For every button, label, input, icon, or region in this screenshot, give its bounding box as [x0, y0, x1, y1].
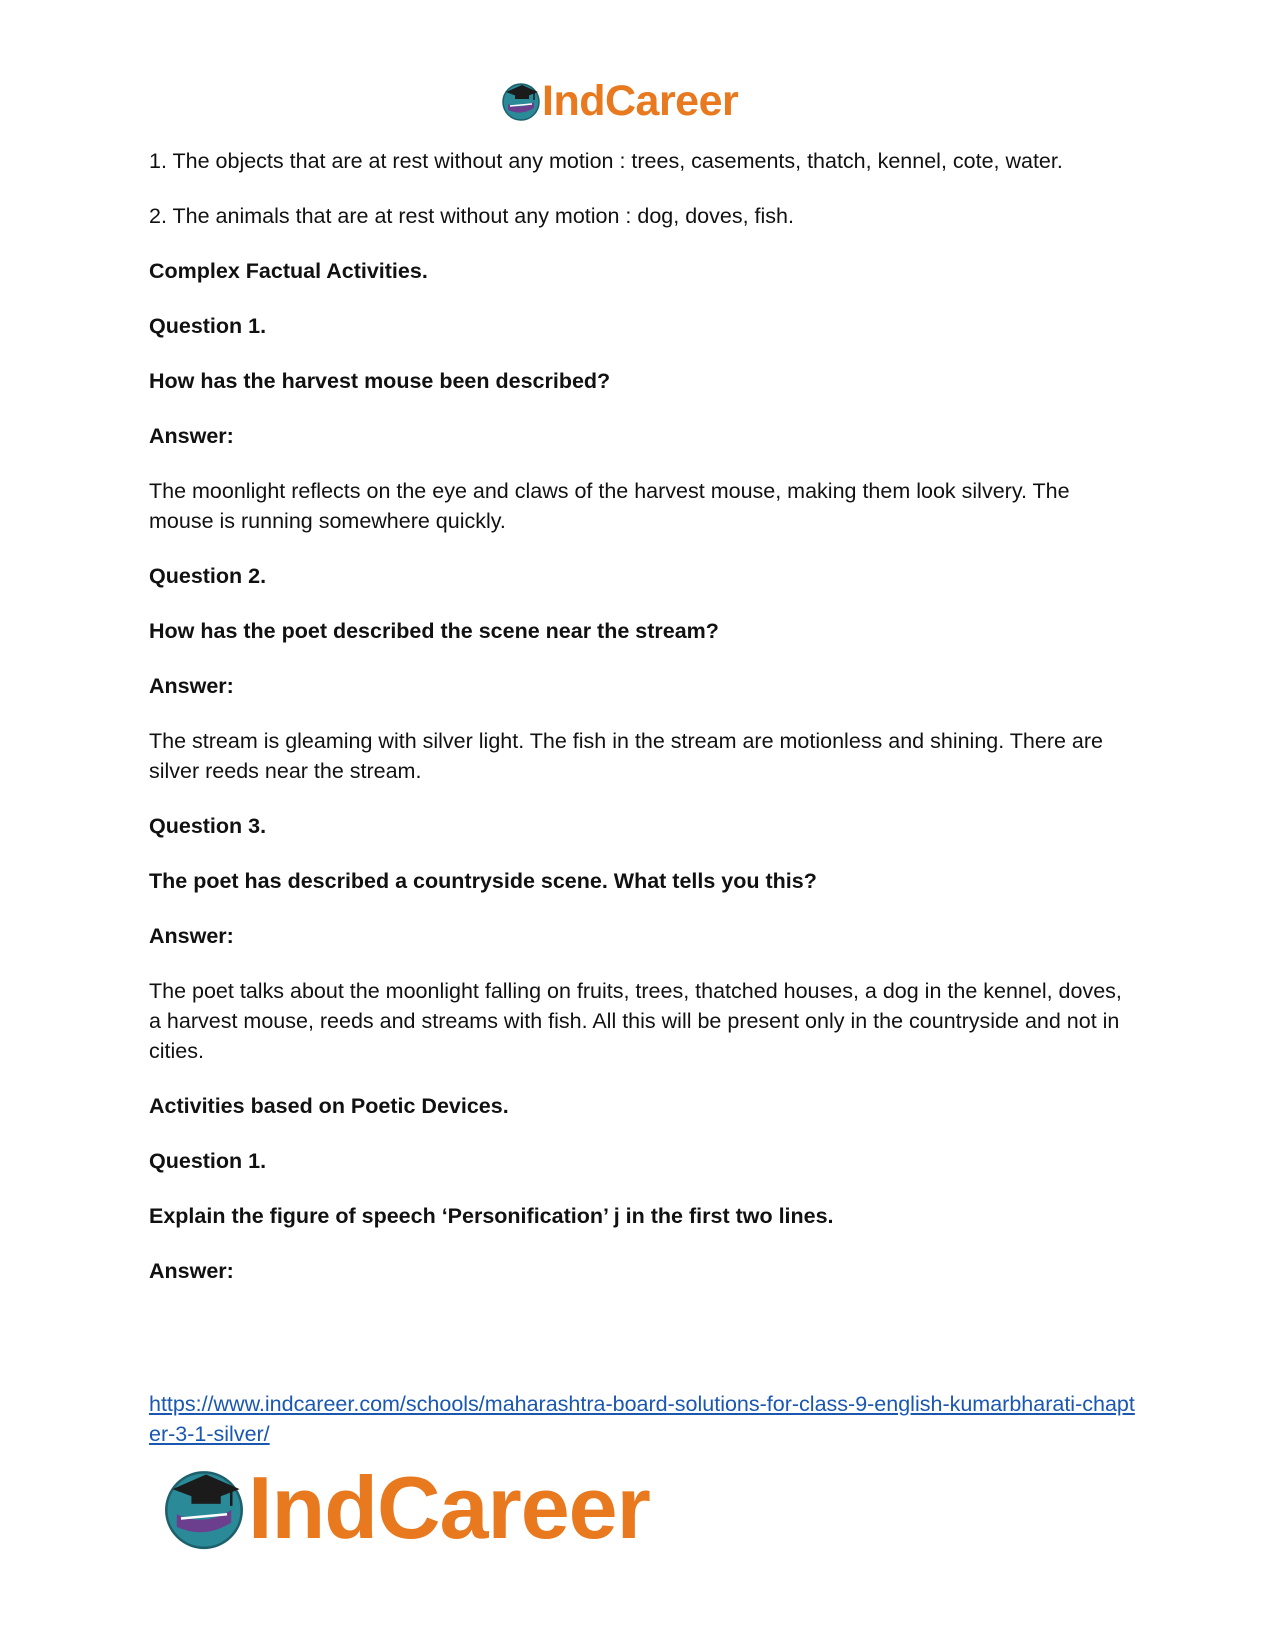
document-body [149, 146, 1139, 1311]
body-paragraph: 1. The objects that are at rest without any motion : trees, casements, thatch, kennel, cote, water. [149, 149, 1063, 173]
heading-paragraph: Explain the figure of speech ‘Personification’ j in the first two lines. [149, 1204, 834, 1228]
heading-paragraph: How has the harvest mouse been described? [149, 369, 611, 393]
body-paragraph: The stream is gleaming with silver light. The fish in the stream are motionless and shining. There are silver reeds near the stream. [149, 729, 1104, 783]
heading-paragraph: How has the poet described the scene near the stream? [149, 619, 719, 643]
footer-logo [160, 1458, 650, 1557]
heading-paragraph: Answer: [149, 924, 234, 948]
body-paragraph: 2. The animals that are at rest without any motion : dog, doves, fish. [149, 204, 794, 228]
body-paragraph: The moonlight reflects on the eye and claws of the harvest mouse, making them look silvery. The mouse is running somewhere quickly. [149, 479, 1070, 533]
heading-paragraph: Answer: [149, 424, 234, 448]
header-logo [500, 78, 738, 124]
heading-paragraph: Activities based on Poetic Devices. [149, 1094, 509, 1118]
globe-graduation-cap-icon [160, 1464, 248, 1552]
source-link[interactable]: https://www.indcareer.com/schools/maharashtra-board-solutions-for-class-9-english-kumarbharati-chapter-3-1-silver/ [149, 1392, 1135, 1446]
logo-text: IndCareer [542, 76, 739, 125]
heading-paragraph: Answer: [149, 674, 234, 698]
heading-paragraph: Question 2. [149, 564, 267, 588]
heading-paragraph: The poet has described a countryside scene. What tells you this? [149, 869, 817, 893]
heading-paragraph: Question 3. [149, 814, 267, 838]
footer-logo-text: IndCareer [248, 1458, 650, 1557]
heading-paragraph: Question 1. [149, 314, 267, 338]
heading-paragraph: Answer: [149, 1259, 234, 1283]
heading-paragraph: Complex Factual Activities. [149, 259, 428, 283]
heading-paragraph: Question 1. [149, 1149, 267, 1173]
body-paragraph: The poet talks about the moonlight falling on fruits, trees, thatched houses, a dog in the kennel, doves, a harvest mouse, reeds and streams with fish. All this will be present only in the countryside and not in cities. [149, 979, 1122, 1063]
globe-graduation-cap-icon [500, 80, 542, 122]
